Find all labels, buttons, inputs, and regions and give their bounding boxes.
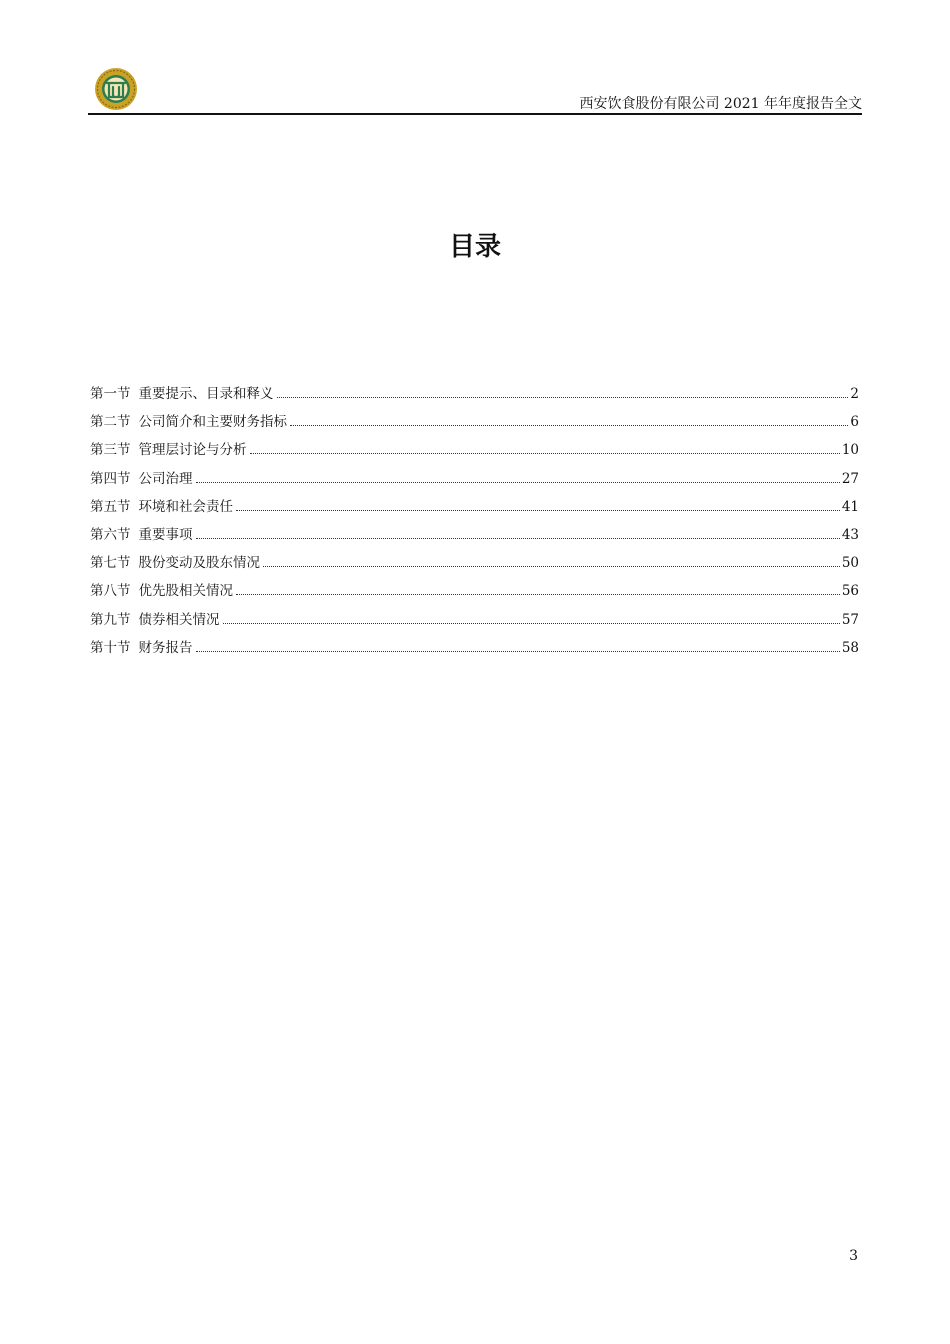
toc-entry-number: 第十节: [90, 639, 131, 656]
toc-entry-label: 管理层讨论与分析: [138, 442, 247, 459]
toc-entry[interactable]: [90, 438, 859, 466]
toc-entry[interactable]: [90, 467, 859, 495]
page-number: 3: [849, 1248, 858, 1264]
toc-entry-label: 股份变动及股东情况: [138, 555, 260, 572]
toc-entry[interactable]: [90, 410, 859, 438]
toc-entry[interactable]: [90, 523, 859, 551]
toc-entry[interactable]: [90, 495, 859, 523]
toc-entry-page: 57: [841, 611, 859, 628]
toc-entry-page: 2: [850, 386, 859, 402]
toc-entry-number: 第二节: [90, 414, 131, 431]
toc-dot-leader: [290, 425, 848, 426]
toc-entry-number: 第八节: [90, 583, 131, 600]
toc-entry[interactable]: [90, 636, 859, 664]
toc-entry-page: 43: [841, 526, 859, 543]
company-logo-icon: [94, 67, 138, 111]
toc-entry-page: 10: [841, 442, 859, 459]
toc-entry-number: 第六节: [90, 526, 131, 543]
toc-entry-page: 56: [841, 583, 859, 600]
toc-dot-leader: [250, 453, 840, 454]
toc-dot-leader: [236, 510, 840, 511]
toc-entry-label: 公司治理: [138, 470, 193, 487]
toc-dot-leader: [236, 594, 840, 595]
toc-entry-page: 27: [841, 470, 859, 487]
toc-entry-label: 环境和社会责任: [138, 498, 233, 515]
toc-dot-leader: [263, 566, 840, 567]
toc-entry-number: 第九节: [90, 611, 131, 628]
report-title: 西安饮食股份有限公司 2021 年年度报告全文: [579, 96, 862, 112]
toc-entry-page: 6: [850, 414, 859, 431]
toc-entry-label: 优先股相关情况: [138, 583, 233, 600]
page-header: [88, 64, 862, 116]
toc-entry-number: 第七节: [90, 555, 131, 572]
toc-entry-number: 第四节: [90, 470, 131, 487]
toc-entry-number: 第三节: [90, 442, 131, 459]
toc-entry-label: 财务报告: [138, 639, 193, 656]
toc-entry-number: 第五节: [90, 498, 131, 515]
toc-entry[interactable]: [90, 551, 859, 579]
toc-dot-leader: [277, 397, 849, 398]
toc-entry-label: 重要事项: [138, 526, 193, 543]
toc-entry[interactable]: [90, 382, 859, 410]
header-divider: [88, 113, 862, 115]
toc-dot-leader: [223, 623, 840, 624]
toc-entry[interactable]: [90, 579, 859, 607]
toc-heading: 目录: [448, 232, 501, 262]
toc-entry-page: 41: [841, 498, 859, 515]
toc-entry-label: 债券相关情况: [138, 611, 220, 628]
toc-dot-leader: [196, 651, 840, 652]
toc-entry[interactable]: [90, 608, 859, 636]
table-of-contents: [90, 382, 859, 664]
toc-entry-number: 第一节: [90, 386, 131, 402]
toc-entry-label: 重要提示、目录和释义: [138, 386, 274, 402]
toc-entry-page: 50: [841, 555, 859, 572]
toc-entry-page: 58: [841, 639, 859, 656]
toc-entry-label: 公司简介和主要财务指标: [138, 414, 287, 431]
toc-dot-leader: [196, 538, 840, 539]
toc-dot-leader: [196, 482, 840, 483]
